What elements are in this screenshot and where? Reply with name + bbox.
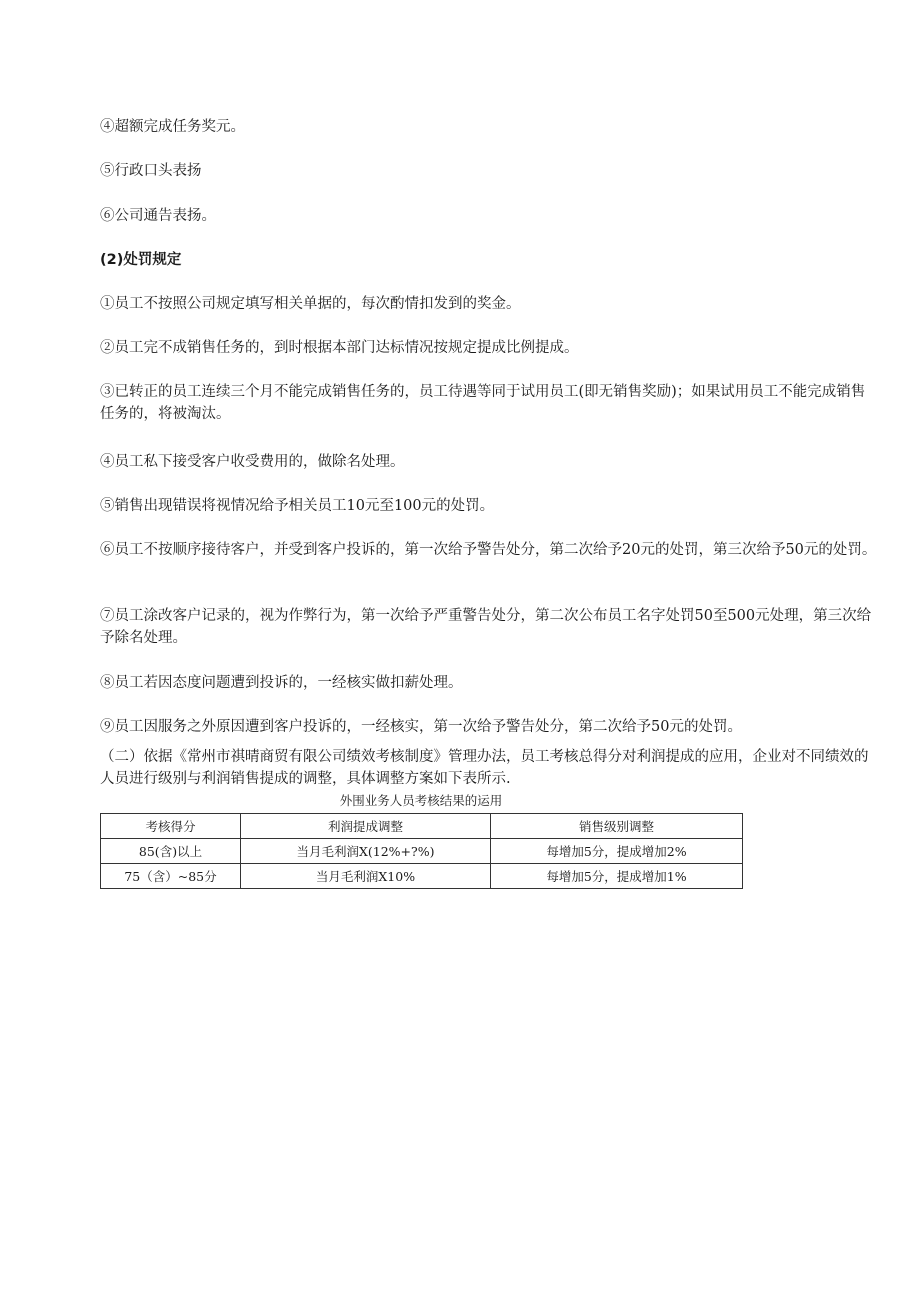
reward-item-6: ⑥公司通告表扬。 [100, 208, 216, 224]
penalty-item-5: ⑤销售出现错误将视情况给予相关员工10元至100元的处罚。 [100, 498, 495, 514]
cell-level: 每增加5分，提成增加2% [491, 839, 743, 864]
penalty-item-2: ②员工完不成销售任务的，到时根据本部门达标情况按规定提成比例提成。 [100, 340, 579, 356]
penalty-item-7: ⑦员工涂改客户记录的，视为作弊行为，第一次给予严重警告处分，第二次公布员工名字处罚50至500元处理，第三次给予除名处理。 [100, 608, 872, 646]
cell-score: 75（含）~85分 [101, 864, 241, 889]
cell-level: 每增加5分，提成增加1% [491, 864, 743, 889]
table-row [101, 839, 743, 864]
penalty-item-3: ③已转正的员工连续三个月不能完成销售任务的，员工待遇等同于试用员工(即无销售奖励)；如果试用员工不能完成销售任务的，将被淘汰。 [100, 384, 866, 422]
cell-score: 85(含)以上 [101, 839, 241, 864]
table-header-row [101, 814, 743, 839]
penalty-item-4: ④员工私下接受客户收受费用的，做除名处理。 [100, 454, 405, 470]
table-row [101, 864, 743, 889]
cell-profit: 当月毛利润X(12%+?%) [241, 839, 491, 864]
reward-item-4: ④超额完成任务奖元。 [100, 119, 245, 135]
header-profit-adjustment: 利润提成调整 [241, 814, 491, 839]
header-level-adjustment: 销售级别调整 [491, 814, 743, 839]
reward-item-5: ⑤行政口头表扬 [100, 163, 202, 179]
assessment-result-table [100, 813, 743, 889]
section-heading-penalty: (2)处罚规定 [100, 252, 182, 268]
table-caption: 外围业务人员考核结果的运用 [339, 793, 503, 808]
cell-profit: 当月毛利润X10% [241, 864, 491, 889]
penalty-item-1: ①员工不按照公司规定填写相关单据的，每次酌情扣发到的奖金。 [100, 296, 521, 312]
penalty-item-6: ⑥员工不按顺序接待客户，并受到客户投诉的，第一次给予警告处分，第二次给予20元的处罚，第三次给予50元的处罚。 [100, 542, 877, 558]
penalty-item-9: ⑨员工因服务之外原因遭到客户投诉的，一经核实，第一次给予警告处分，第二次给予50元的处罚。 [100, 719, 742, 735]
header-score: 考核得分 [101, 814, 241, 839]
penalty-item-8: ⑧员工若因态度问题遭到投诉的，一经核实做扣薪处理。 [100, 675, 463, 691]
performance-application-paragraph: （二）依据《常州市祺晴商贸有限公司绩效考核制度》管理办法，员工考核总得分对利润提成的应用，企业对不同绩效的人员进行级别与利润销售提成的调整，具体调整方案如下表所示. [100, 749, 869, 787]
